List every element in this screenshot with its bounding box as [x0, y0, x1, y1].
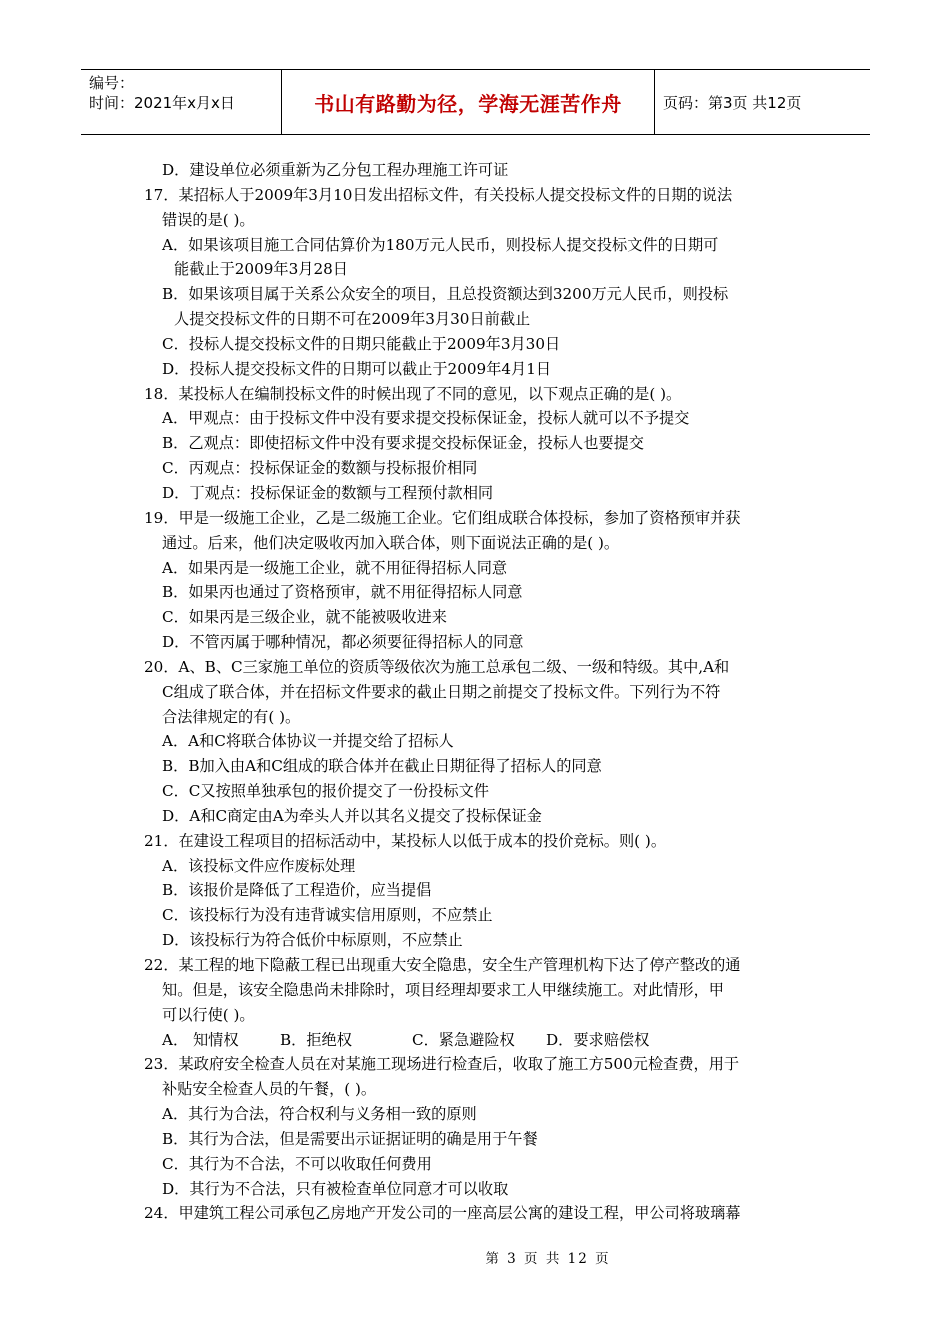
q22-option-a: A． 知情权 [162, 1030, 239, 1049]
q22-option-d: D．要求赔偿权 [546, 1030, 650, 1049]
text-line: 24．甲建筑工程公司承包乙房地产开发公司的一座高层公寓的建设工程，甲公司将玻璃幕 [144, 1204, 741, 1223]
text-line: A．如果该项目施工合同估算价为180万元人民币，则投标人提交投标文件的日期可 [162, 235, 719, 254]
page-footer: 第 3 页 共 12 页 [485, 1251, 611, 1267]
document-body [144, 158, 804, 1226]
text-line: 22．某工程的地下隐蔽工程已出现重大安全隐患，安全生产管理机构下达了停产整改的通 [144, 956, 741, 974]
text-line: C．如果丙是三级企业，就不能被吸收进来 [162, 608, 447, 627]
text-line: C组成了联合体，并在招标文件要求的截止日期之前提交了投标文件。下列行为不符 [162, 682, 721, 701]
text-line: B．乙观点：即使招标文件中没有要求提交投标保证金，投标人也要提交 [162, 434, 644, 453]
text-line: D．该投标行为符合低价中标原则，不应禁止 [162, 931, 463, 950]
text-line: C．C又按照单独承包的报价提交了一份投标文件 [162, 782, 489, 801]
text-line: 可以行使( )。 [162, 1005, 255, 1024]
text-line: B．该报价是降低了工程造价，应当提倡 [162, 881, 432, 900]
text-line: 23．某政府安全检查人员在对某施工现场进行检查后，收取了施工方500元检查费，用于 [144, 1055, 740, 1074]
text-line: 错误的是( )。 [162, 210, 255, 229]
header-page-number: 页码：第3页 共12页 [663, 93, 802, 112]
text-line: A．甲观点：由于投标文件中没有要求提交投标保证金，投标人就可以不予提交 [162, 409, 690, 428]
text-line: 知。但是，该安全隐患尚未排除时，项目经理却要求工人甲继续施工。对此情形，甲 [162, 980, 724, 999]
text-line: D．建设单位必须重新为乙分包工程办理施工许可证 [162, 161, 509, 179]
header-motto: 书山有路勤为径，学海无涯苦作舟 [281, 70, 655, 134]
text-line: D．A和C商定由A为牵头人并以其名义提交了投标保证金 [162, 806, 542, 825]
header-time: 时间：2021年x月x日 [89, 94, 235, 112]
q22-option-c: C．紧急避险权 [412, 1030, 515, 1049]
text-line: C．其行为不合法，不可以收取任何费用 [162, 1154, 432, 1173]
text-line: B．如果丙也通过了资格预审，就不用征得招标人同意 [162, 583, 523, 602]
text-line: 通过。后来，他们决定吸收丙加入联合体，则下面说法正确的是( )。 [162, 533, 620, 552]
text-line: 20．A、B、C三家施工单位的资质等级依次为施工总承包二级、一级和特级。其中,A和 [144, 657, 730, 676]
text-line: 21．在建设工程项目的招标活动中，某投标人以低于成本的投价竞标。则( )。 [144, 831, 667, 850]
text-line: D．丁观点：投标保证金的数额与工程预付款相同 [162, 483, 494, 502]
text-line: B．如果该项目属于关系公众安全的项目，且总投资额达到3200万元人民币，则投标 [162, 285, 729, 304]
header-meta [81, 70, 281, 134]
text-line: D．不管丙属于哪种情况，都必须要征得招标人的同意 [162, 633, 524, 652]
q22-option-b: B．拒绝权 [280, 1030, 352, 1049]
question-block-2 [144, 1052, 804, 1226]
text-line: C．丙观点：投标保证金的数额与投标报价相同 [162, 459, 478, 478]
text-line: 合法律规定的有( )。 [162, 707, 301, 726]
text-line: 18．某投标人在编制投标文件的时候出现了不同的意见，以下观点正确的是( )。 [144, 384, 682, 403]
text-line: A．该投标文件应作废标处理 [162, 856, 356, 875]
text-line: A．如果丙是一级施工企业，就不用征得招标人同意 [162, 558, 508, 577]
text-line: B．其行为合法，但是需要出示证据证明的确是用于午餐 [162, 1129, 538, 1148]
text-line: 补贴安全检查人员的午餐，( )。 [162, 1080, 377, 1099]
text-line: A．其行为合法，符合权利与义务相一致的原则 [162, 1105, 477, 1124]
text-line: 17．某招标人于2009年3月10日发出招标文件，有关投标人提交投标文件的日期的说法 [144, 185, 733, 204]
text-line: A．A和C将联合体协议一并提交给了招标人 [162, 732, 454, 751]
text-line: B．B加入由A和C组成的联合体并在截止日期征得了招标人的同意 [162, 757, 602, 776]
text-line: D．其行为不合法，只有被检查单位同意才可以收取 [162, 1179, 509, 1198]
text-line: 19．甲是一级施工企业，乙是二级施工企业。它们组成联合体投标，参加了资格预审并获 [144, 508, 741, 527]
page-header [81, 69, 870, 135]
text-line: D．投标人提交投标文件的日期可以截止于2009年4月1日 [162, 359, 552, 378]
text-line: 人提交投标文件的日期不可在2009年3月30日前截止 [174, 310, 531, 329]
text-line: C．该投标行为没有违背诚实信用原则，不应禁止 [162, 906, 493, 925]
q22-options-row [144, 1028, 804, 1053]
question-block-1 [144, 158, 804, 1028]
text-line: C．投标人提交投标文件的日期只能截止于2009年3月30日 [162, 334, 561, 353]
header-number: 编号： [89, 74, 135, 92]
text-line: 能截止于2009年3月28日 [174, 260, 348, 279]
